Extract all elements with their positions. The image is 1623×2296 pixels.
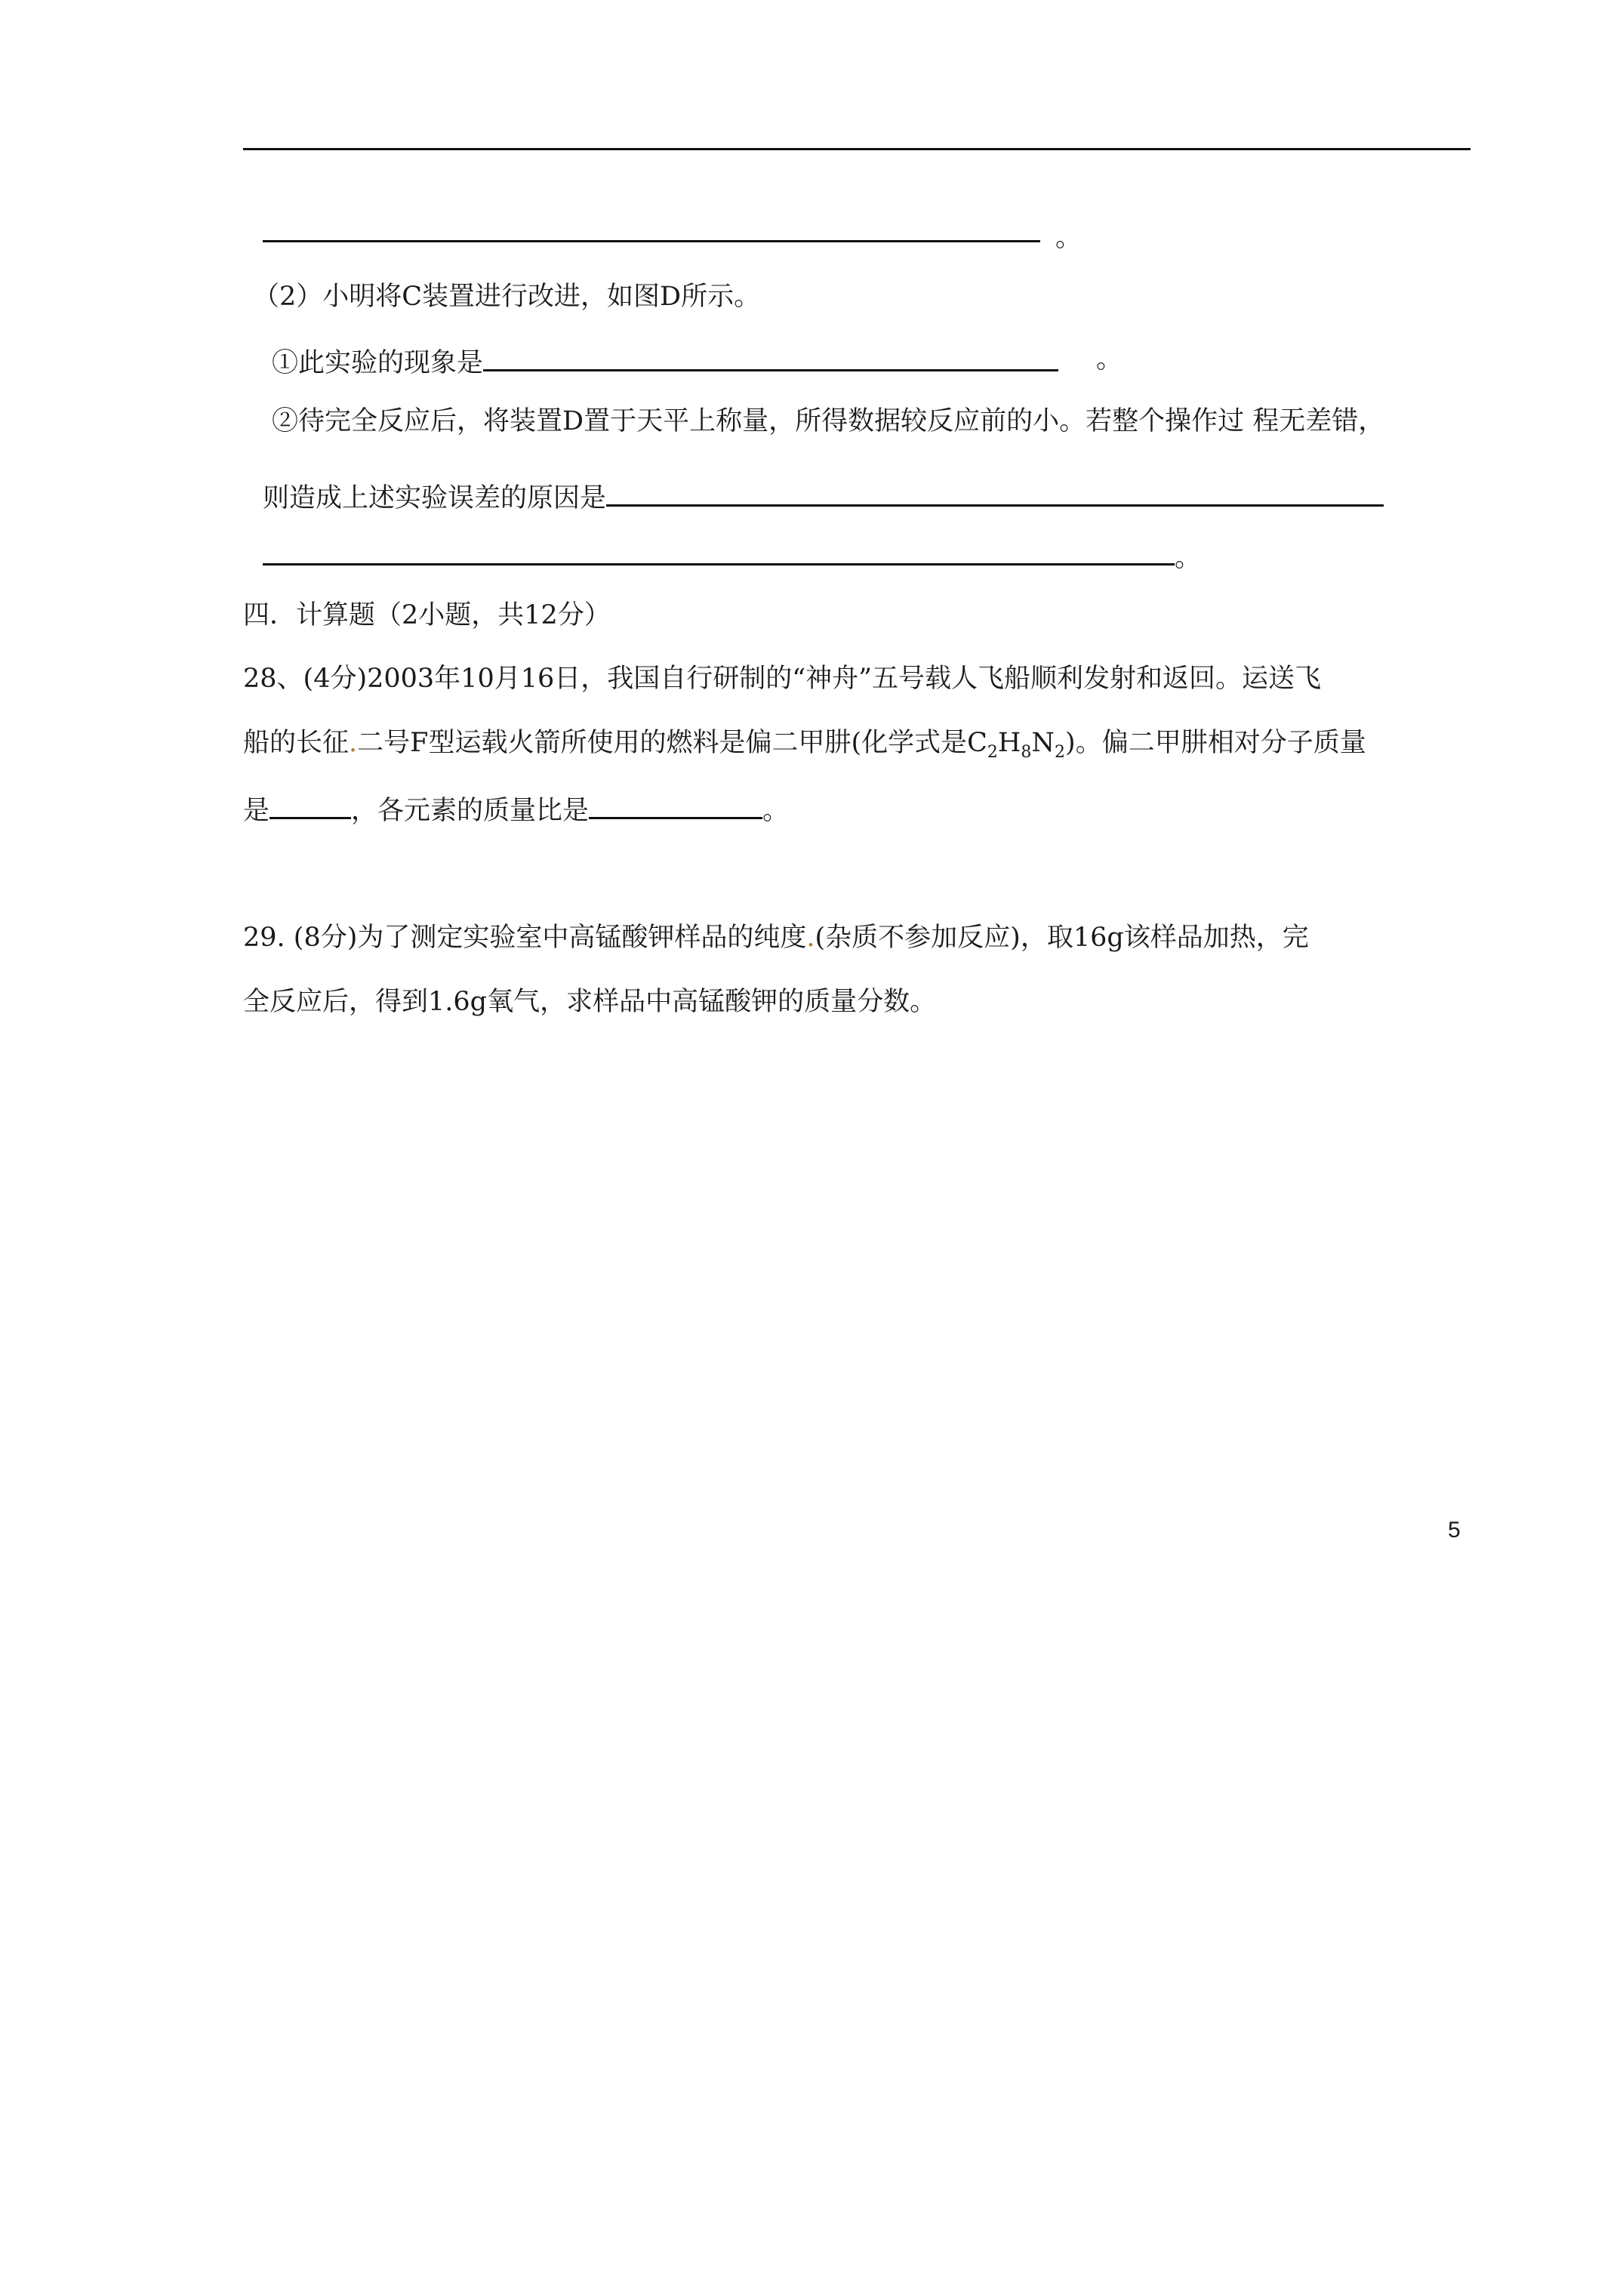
q29-line1 bbox=[243, 919, 1309, 957]
answer-blank bbox=[589, 788, 762, 819]
formula-element: N bbox=[1031, 728, 1055, 758]
q29-line1-a: 29. (8分)为了测定实验室中高锰酸钾样品的纯度 bbox=[243, 923, 807, 953]
formula-subscript: 2 bbox=[1055, 743, 1066, 762]
answer-blank bbox=[263, 563, 1175, 566]
q29-line1-b: (杂质不参加反应)，取16g该样品加热，完 bbox=[815, 923, 1309, 953]
answer-blank bbox=[263, 240, 1040, 242]
formula-subscript: 2 bbox=[987, 743, 998, 762]
answer-blank bbox=[269, 788, 351, 819]
q28-line3 bbox=[243, 788, 789, 830]
sentence-end: 。 bbox=[1175, 543, 1202, 573]
sentence-end: 。 bbox=[762, 796, 790, 826]
header-rule bbox=[243, 148, 1471, 150]
q28-line2 bbox=[243, 724, 1366, 772]
section-title: 四．计算题（2小题，共12分） bbox=[243, 600, 611, 630]
mark-dot: . bbox=[806, 923, 815, 953]
q2-item2-line2 bbox=[263, 476, 1384, 517]
q29-line2: 全反应后，得到1.6g氧气，求样品中高锰酸钾的质量分数。 bbox=[243, 987, 937, 1017]
q2-item1-prefix: ①此实验的现象是 bbox=[272, 348, 484, 378]
sentence-end: 。 bbox=[1096, 344, 1123, 374]
q2-item2-line1: ②待完全反应后，将装置D置于天平上称量，所得数据较反应前的小。若整个操作过 程无差错， bbox=[272, 406, 1385, 436]
q28-line3-b: ，各元素的质量比是 bbox=[351, 796, 590, 826]
q28-line2-b: 二号F型运载火箭所使用的燃料是偏二甲肼(化学式是C bbox=[357, 728, 987, 758]
answer-blank bbox=[483, 341, 1058, 371]
page-number: 5 bbox=[1448, 1518, 1461, 1542]
q2-intro: （2）小明将C装置进行改进，如图D所示。 bbox=[253, 282, 761, 312]
formula-subscript: 8 bbox=[1021, 743, 1032, 762]
q2-item2-line2-prefix: 则造成上述实验误差的原因是 bbox=[263, 483, 607, 513]
formula-element: H bbox=[997, 728, 1021, 758]
sentence-end: 。 bbox=[1055, 223, 1083, 253]
answer-blank bbox=[606, 476, 1384, 507]
mark-dot: . bbox=[349, 728, 358, 758]
q28-line3-a: 是 bbox=[243, 796, 270, 826]
q2-item1 bbox=[272, 341, 1058, 382]
q28-line2-a: 船的长征 bbox=[243, 728, 350, 758]
q28-line1: 28、(4分)2003年10月16日，我国自行研制的“神舟”五号载人飞船顺利发射和返回。运送飞 bbox=[243, 664, 1322, 694]
q28-line2-c: )。偏二甲肼相对分子质量 bbox=[1065, 728, 1366, 758]
